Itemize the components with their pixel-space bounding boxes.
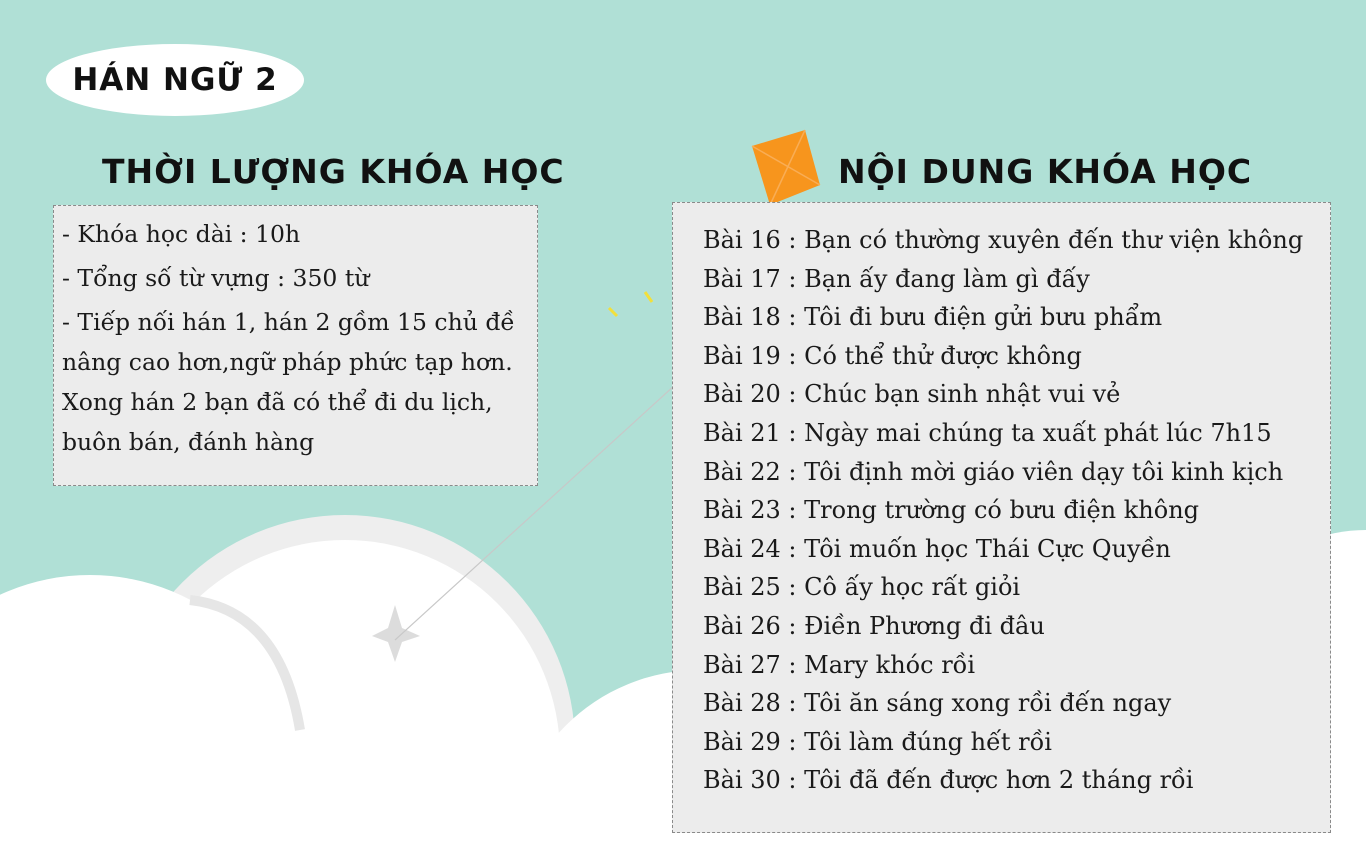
lesson-item: Bài 21 : Ngày mai chúng ta xuất phát lúc 7h15	[703, 418, 1272, 447]
duration-line: - Khóa học dài : 10h	[62, 220, 301, 248]
lesson-item: Bài 16 : Bạn có thường xuyên đến thư viện không	[703, 226, 1304, 254]
duration-heading: THỜI LƯỢNG KHÓA HỌC	[102, 152, 565, 191]
lesson-item: Bài 20 : Chúc bạn sinh nhật vui vẻ	[703, 380, 1121, 409]
duration-line: - Tổng số từ vựng : 350 từ	[62, 264, 370, 292]
lesson-item: Bài 24 : Tôi muốn học Thái Cực Quyền	[703, 534, 1171, 563]
lesson-item: Bài 18 : Tôi đi bưu điện gửi bưu phẩm	[703, 303, 1163, 332]
course-title: HÁN NGỮ 2	[72, 62, 278, 98]
content-box	[672, 202, 1331, 833]
course-title-badge	[46, 44, 304, 116]
lesson-item: Bài 27 : Mary khóc rồi	[703, 650, 976, 679]
kite-icon	[752, 130, 820, 205]
lesson-item: Bài 23 : Trong trường có bưu điện không	[703, 496, 1200, 525]
duration-line: nâng cao hơn,ngữ pháp phức tạp hơn.	[62, 348, 513, 376]
duration-box	[53, 205, 538, 486]
duration-line: buôn bán, đánh hàng	[62, 428, 315, 456]
kite-tail-icon	[609, 292, 652, 316]
lesson-item: Bài 17 : Bạn ấy đang làm gì đấy	[703, 264, 1090, 293]
lesson-item: Bài 29 : Tôi làm đúng hết rồi	[703, 727, 1052, 756]
lesson-item: Bài 25 : Cô ấy học rất giỏi	[703, 573, 1021, 602]
lesson-item: Bài 22 : Tôi định mời giáo viên dạy tôi kinh kịch	[703, 457, 1284, 486]
lesson-item: Bài 28 : Tôi ăn sáng xong rồi đến ngay	[703, 689, 1172, 718]
lesson-item: Bài 30 : Tôi đã đến được hơn 2 tháng rồi	[703, 766, 1194, 795]
duration-line: Xong hán 2 bạn đã có thể đi du lịch,	[62, 388, 493, 416]
lesson-item: Bài 19 : Có thể thử được không	[703, 341, 1082, 370]
content-heading: NỘI DUNG KHÓA HỌC	[838, 152, 1253, 191]
duration-line: - Tiếp nối hán 1, hán 2 gồm 15 chủ đề	[62, 308, 515, 336]
lesson-item: Bài 26 : Điền Phương đi đâu	[703, 611, 1045, 640]
